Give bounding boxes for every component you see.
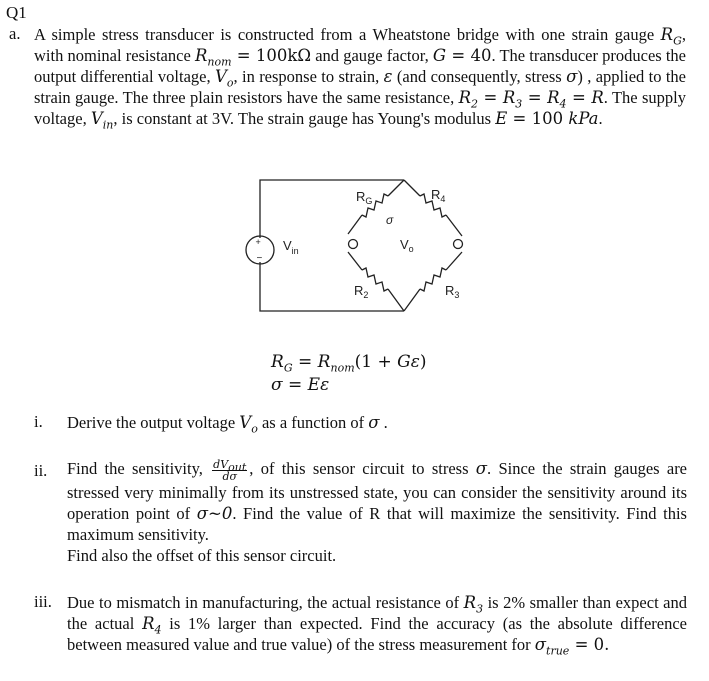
vin-minus: − <box>256 253 263 264</box>
epsilon-symbol: ε <box>383 67 393 86</box>
r3-label: $R_3$ <box>445 283 460 300</box>
equations-block <box>271 350 426 397</box>
e-symbol: E <box>495 109 508 128</box>
question-ii-label: ii. <box>34 461 48 480</box>
rg-label: $R_G$ <box>356 189 373 206</box>
intro-text: A simple stress transducer is constructed from a Wheatstone bridge with one strain gauge <box>34 25 655 44</box>
stress-equation: σ = Eε <box>271 375 330 395</box>
intro-text: ) , applied to the strain gauge. The three plain resistors have the same resistance, <box>34 67 686 107</box>
r-symbol: R <box>591 88 604 107</box>
question-ii: Find the sensitivity, $\frac{dV_{out}}{d\sigma}$ , of this sensor circuit to stress σ. Since the strain gauges are stressed very minimally from its unstressed state, you can consider the sensitivity around its operation point of σ~0. Find the value of R that will maximize the sensitivity. Find this maximum sensitivity. Find also the offset of this sensor circuit. <box>67 457 688 565</box>
sigma-symbol: σ <box>368 413 380 432</box>
sigma-true-symbol: $\sigma_{true}$ <box>534 635 570 658</box>
sigma-symbol: σ <box>475 459 488 478</box>
kpa-unit: kPa <box>568 109 599 128</box>
intro-text: , with nominal resistance <box>34 25 687 65</box>
vin-label: $V_{in}$ <box>283 238 299 256</box>
r4-label: $R_4$ <box>431 187 446 204</box>
vin-symbol: $V_{in}$ <box>90 109 114 132</box>
r4-symbol: $R_4$ <box>547 88 567 111</box>
wheatstone-bridge-diagram <box>228 170 478 330</box>
r4-symbol: $R_4$ <box>142 614 162 637</box>
intro-text: and gauge factor, <box>311 46 433 65</box>
question-iii-label: iii. <box>34 592 52 611</box>
vo-label: $V_o$ <box>400 237 414 254</box>
sigma-symbol: σ <box>566 67 578 86</box>
question-iii: Due to mismatch in manufacturing, the actual resistance of $R_3$ is 2% smaller than expect and the actual $R_4$ is 1% larger than expected. Find the accuracy (as the absolute difference between measured value and true value) of the stress measurement for $\sigma_{true} = 0$. <box>67 593 688 658</box>
r3-symbol: $R_3$ <box>463 593 484 616</box>
r4-lead-bottom <box>446 215 462 236</box>
sensitivity-fraction: $\frac{dV_{out}}{d\sigma}$ <box>213 457 247 483</box>
offset-instruction: Find also the offset of this sensor circuit. <box>67 545 337 565</box>
r3-lead-bottom <box>404 289 420 311</box>
rg-equation: $R_G = R_{nom}(1 + G\varepsilon)$ <box>271 352 427 375</box>
vin-plus: + <box>255 237 261 247</box>
rnom-symbol: $R_{nom}$ <box>194 46 232 69</box>
part-a-label: a. <box>9 24 21 43</box>
rg-symbol: $R_G$ <box>660 25 682 48</box>
vo-right-terminal <box>454 240 463 249</box>
g-symbol: G <box>432 46 447 65</box>
rg-lead-bottom <box>348 215 362 234</box>
r2-lead-bottom <box>388 289 404 311</box>
r3-symbol: $R_3$ <box>502 88 523 111</box>
rg-lead-top <box>388 180 404 196</box>
g-value: = 40 <box>446 46 492 65</box>
r2-symbol: $R_2$ <box>458 88 478 111</box>
vo-symbol: $V_o$ <box>239 413 258 436</box>
intro-text: . The transducer produces the output differential voltage, <box>34 46 687 86</box>
r2-lead-top <box>348 252 362 270</box>
intro-text: . The supply voltage, <box>34 88 686 128</box>
question-i: Derive the output voltage $V_o$ as a function of σ . <box>67 413 388 436</box>
intro-text: , is constant at 3V. The strain gauge has Young's modulus <box>113 109 496 128</box>
intro-text: (and consequently, stress <box>392 67 567 86</box>
sigma-label: σ <box>386 213 394 227</box>
part-a-intro: A simple stress transducer is constructed from a Wheatstone bridge with one strain gauge $R_G$, with nominal resistance $R_{nom} = 100k\Omega$ and gauge factor, G = 40. The transducer produces the output differential voltage, $V_o$, in response to strain, ε (and consequently, stress σ) , applied to the strain gauge. The three plain resistors have the same resistance, $R_2 = R_3 = R_4 = R$. The supply voltage, $V_{in}$, is constant at 3V. The strain gauge has Young's modulus E = 100 kPa. <box>34 25 687 132</box>
vo-left-terminal <box>349 240 358 249</box>
operating-point: σ~0 <box>196 503 233 523</box>
r3-resistor <box>420 268 446 291</box>
question-number: Q1 <box>6 3 27 22</box>
r3-lead-top <box>446 252 462 270</box>
top-wire <box>260 180 404 238</box>
rnom-value: = 100kΩ <box>231 46 312 65</box>
r2-resistor <box>362 268 388 291</box>
r2-label: $R_2$ <box>354 283 369 300</box>
question-i-label: i. <box>34 412 43 431</box>
vo-symbol: $V_o$ <box>214 67 234 90</box>
intro-text: , in response to strain, <box>233 67 384 86</box>
r4-lead-top <box>404 180 420 196</box>
